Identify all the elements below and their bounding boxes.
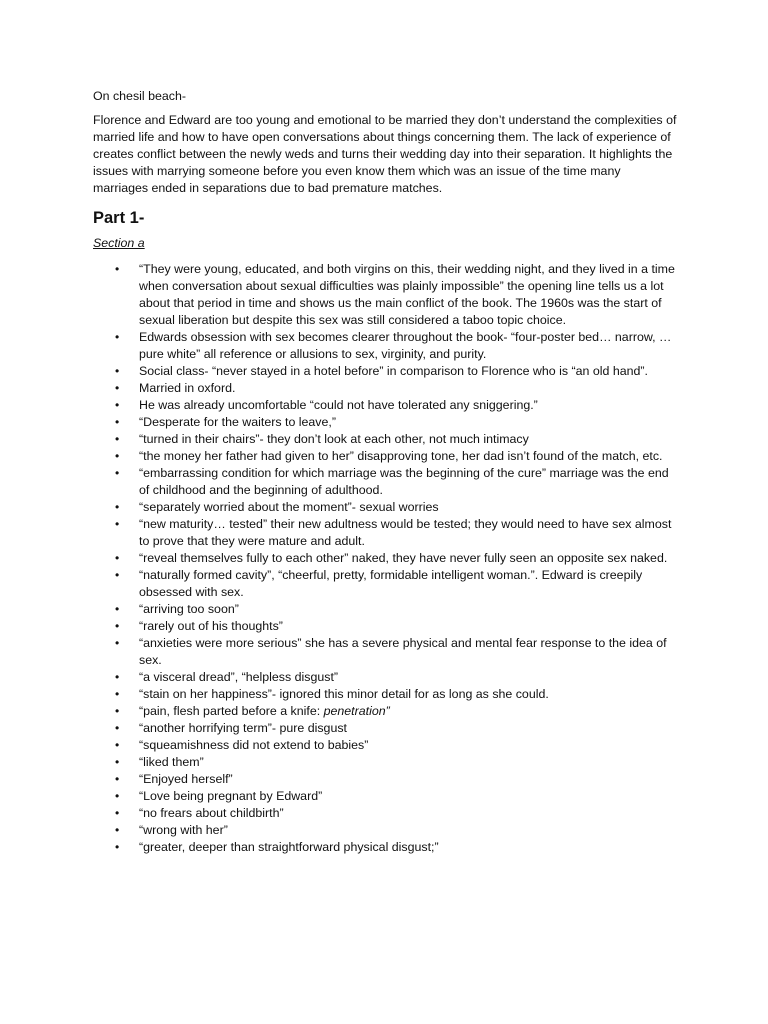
list-item: [93, 805, 678, 822]
list-item-text: “arriving too soon”: [139, 602, 239, 616]
list-item-text: “pain, flesh parted before a knife:: [139, 704, 324, 718]
bullet-icon: •: [115, 262, 120, 276]
bullet-icon: •: [115, 466, 120, 480]
part-heading: Part 1-: [93, 209, 145, 227]
list-item-text: “a visceral dread”, “helpless disgust”: [139, 670, 339, 684]
list-item: [93, 771, 678, 788]
bullet-icon: •: [115, 738, 120, 752]
list-item-text: “turned in their chairs”- they don’t look at each other, not much intimacy: [139, 432, 529, 446]
bullet-icon: •: [115, 755, 120, 769]
list-item-text: “new maturity… tested” their new adultness would be tested; they would need to have sex almost to prove that they were mature and adult.: [139, 517, 672, 548]
list-item: [93, 516, 678, 550]
list-item-text: He was already uncomfortable “could not have tolerated any sniggering.”: [139, 398, 538, 412]
list-item: [93, 686, 678, 703]
list-item-text: “Enjoyed herself”: [139, 772, 233, 786]
list-item: [93, 567, 678, 601]
list-item: [93, 737, 678, 754]
list-item-text: “liked them”: [139, 755, 204, 769]
list-item-text: “squeamishness did not extend to babies”: [139, 738, 369, 752]
bullet-icon: •: [115, 551, 120, 565]
list-item-text: “the money her father had given to her” disapproving tone, her dad isn’t found of the match, etc.: [139, 449, 663, 463]
bullet-icon: •: [115, 449, 120, 463]
bullet-icon: •: [115, 568, 120, 582]
list-item-text: “wrong with her”: [139, 823, 228, 837]
list-item: [93, 635, 678, 669]
list-item: [93, 703, 678, 720]
list-item: [93, 550, 678, 567]
list-item: [93, 499, 678, 516]
list-item: [93, 788, 678, 805]
intro-paragraph: Florence and Edward are too young and emotional to be married they don’t understand the complexities of married life and how to have open conversations about things concerning them. The lack of experience of creates conflict between the newly weds and turns their wedding day into their separation. It highlights the issues with marrying someone before you even know them which was an issue of the time many marriages ended in separations due to bad premature matches.: [93, 113, 677, 195]
document-title: On chesil beach-: [93, 89, 186, 103]
list-item-text: Social class- “never stayed in a hotel before” in comparison to Florence who is “an old hand”.: [139, 364, 648, 378]
bullet-icon: •: [115, 398, 120, 412]
bullet-icon: •: [115, 364, 120, 378]
list-item: [93, 397, 678, 414]
list-item-text: Married in oxford.: [139, 381, 236, 395]
list-item: [93, 414, 678, 431]
list-item: [93, 669, 678, 686]
list-item-text: “naturally formed cavity”, “cheerful, pretty, formidable intelligent woman.”. Edward is creepily obsessed with sex.: [139, 568, 643, 599]
bullet-icon: •: [115, 330, 120, 344]
list-item-text: “another horrifying term”- pure disgust: [139, 721, 347, 735]
list-item: [93, 380, 678, 397]
list-item: [93, 720, 678, 737]
list-item: [93, 261, 678, 329]
bullet-list: [93, 261, 678, 856]
bullet-icon: •: [115, 517, 120, 531]
bullet-icon: •: [115, 772, 120, 786]
list-item: [93, 448, 678, 465]
bullet-icon: •: [115, 415, 120, 429]
list-item-text: “Desperate for the waiters to leave,”: [139, 415, 336, 429]
bullet-icon: •: [115, 619, 120, 633]
section-heading: Section a: [93, 236, 145, 250]
bullet-icon: •: [115, 840, 120, 854]
list-item-text: “reveal themselves fully to each other” naked, they have never fully seen an opposite sex naked.: [139, 551, 668, 565]
bullet-icon: •: [115, 602, 120, 616]
list-item-text: “They were young, educated, and both virgins on this, their wedding night, and they lived in a time when conversation about sexual difficulties was plainly impossible” the opening line tells us a lot about that period in time and shows us the main conflict of the book. The 1960s was the start of sexual liberation but despite this sex was still considered a taboo topic choice.: [139, 262, 675, 327]
list-item-text: “stain on her happiness”- ignored this minor detail for as long as she could.: [139, 687, 549, 701]
list-item: [93, 822, 678, 839]
list-item-text: “rarely out of his thoughts”: [139, 619, 283, 633]
bullet-icon: •: [115, 806, 120, 820]
list-item-text: “no frears about childbirth”: [139, 806, 284, 820]
list-item-text: “greater, deeper than straightforward physical disgust;”: [139, 840, 439, 854]
bullet-icon: •: [115, 432, 120, 446]
list-item-italic-text: penetration”: [323, 704, 390, 718]
list-item: [93, 618, 678, 635]
list-item: [93, 839, 678, 856]
bullet-icon: •: [115, 704, 120, 718]
bullet-icon: •: [115, 636, 120, 650]
list-item: [93, 601, 678, 618]
bullet-icon: •: [115, 687, 120, 701]
list-item-text: “embarrassing condition for which marriage was the beginning of the cure” marriage was the end of childhood and the beginning of adulthood.: [139, 466, 669, 497]
bullet-icon: •: [115, 789, 120, 803]
bullet-icon: •: [115, 670, 120, 684]
list-item-text: “Love being pregnant by Edward”: [139, 789, 323, 803]
list-item-text: “anxieties were more serious” she has a severe physical and mental fear response to the idea of sex.: [139, 636, 667, 667]
list-item: [93, 465, 678, 499]
bullet-icon: •: [115, 500, 120, 514]
bullet-icon: •: [115, 823, 120, 837]
list-item: [93, 363, 678, 380]
bullet-icon: •: [115, 381, 120, 395]
list-item-text: “separately worried about the moment”- sexual worries: [139, 500, 439, 514]
bullet-icon: •: [115, 721, 120, 735]
list-item-text: Edwards obsession with sex becomes clearer throughout the book- “four-poster bed… narrow, … pure white” all reference or allusions to sex, virginity, and purity.: [139, 330, 672, 361]
list-item: [93, 431, 678, 448]
list-item: [93, 329, 678, 363]
list-item: [93, 754, 678, 771]
